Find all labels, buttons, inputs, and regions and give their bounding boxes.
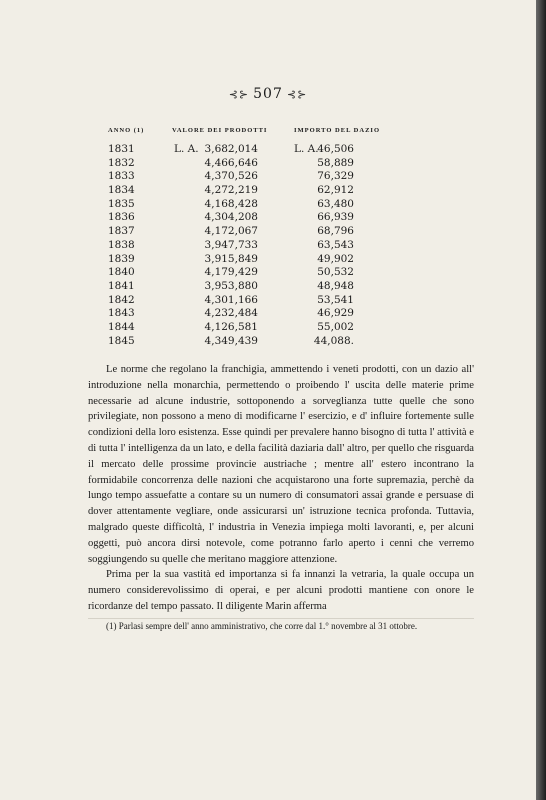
footnote-divider [88, 618, 474, 619]
table-row [0, 211, 536, 225]
table-row [0, 157, 536, 171]
year-cell: 1840 [108, 266, 135, 279]
products-value-cell: 4,126,581 [204, 320, 258, 333]
products-value-cell: 3,915,849 [204, 252, 258, 265]
duty-value-cell: 58,889 [317, 156, 354, 169]
table-row [0, 253, 536, 267]
products-value-cell: 4,172,067 [204, 225, 258, 238]
duty-value-cell: 63,543 [317, 238, 354, 251]
body-text [88, 362, 474, 615]
products-value-cell: 4,466,646 [204, 156, 258, 169]
table-row [0, 280, 536, 294]
table-row [0, 198, 536, 212]
duty-value-cell: 76,329 [317, 170, 354, 183]
table-row [0, 143, 536, 157]
right-ornament-icon: ⊰⊱ [286, 88, 308, 101]
duty-value-cell: 44,088. [313, 334, 354, 347]
table-row [0, 184, 536, 198]
duty-value-cell: 63,480 [317, 197, 354, 210]
year-cell: 1844 [108, 320, 135, 333]
duty-value-cell: 53,541 [317, 293, 354, 306]
table-row [0, 225, 536, 239]
duty-value-cell: 62,912 [317, 184, 354, 197]
year-cell: 1845 [108, 334, 135, 347]
duty-value-cell: 49,902 [317, 252, 354, 265]
products-value-cell: 4,179,429 [204, 266, 258, 279]
year-cell: 1835 [108, 197, 135, 210]
paragraph-2: Prima per la sua vastità ed importanza si fa innanzi la vetraria, la quale occupa un numero considerevolissimo di operai, e per alcuni prodotti mantiene con onore le ricordanze del tempo passato. Il diligente Marin afferma [88, 569, 474, 612]
page-number: 507 [253, 86, 283, 102]
products-value-cell: 3,953,880 [204, 279, 258, 292]
duty-value-cell: 68,796 [317, 225, 354, 238]
currency-label: L. A. [174, 143, 199, 155]
table-row [0, 170, 536, 184]
statistics-table [0, 143, 536, 348]
duty-value-cell: 46,929 [317, 307, 354, 320]
year-cell: 1833 [108, 170, 135, 183]
year-cell: 1843 [108, 307, 135, 320]
year-cell: 1838 [108, 238, 135, 251]
header-products: VALORE DEI PRODOTTI [172, 127, 268, 134]
header-duty: IMPORTO DEL DAZIO [294, 127, 380, 134]
year-cell: 1837 [108, 225, 135, 238]
duty-value-cell: 46,506 [317, 143, 354, 155]
year-cell: 1832 [108, 156, 135, 169]
products-value-cell: 3,682,014 [204, 143, 258, 155]
products-value-cell: 4,349,439 [204, 334, 258, 347]
year-cell: 1841 [108, 279, 135, 292]
year-cell: 1836 [108, 211, 135, 224]
year-cell: 1831 [108, 143, 135, 155]
left-ornament-icon: ⊰⊱ [228, 88, 250, 101]
duty-value-cell: 66,939 [317, 211, 354, 224]
year-cell: 1834 [108, 184, 135, 197]
duty-value-cell: 48,948 [317, 279, 354, 292]
products-value-cell: 4,272,219 [204, 184, 258, 197]
products-value-cell: 4,168,428 [204, 197, 258, 210]
footnote: (1) Parlasi sempre dell' anno amministrativo, che corre dal 1.° novembre al 31 ottobre. [106, 621, 418, 631]
table-row [0, 335, 536, 349]
page-number-line [0, 86, 536, 102]
currency-label: L. A. [294, 143, 319, 155]
products-value-cell: 4,370,526 [204, 170, 258, 183]
duty-value-cell: 50,532 [317, 266, 354, 279]
table-row [0, 294, 536, 308]
page-edge-shadow [536, 0, 546, 800]
year-cell: 1839 [108, 252, 135, 265]
table-row [0, 266, 536, 280]
table-row [0, 321, 536, 335]
products-value-cell: 4,301,166 [204, 293, 258, 306]
paragraph-1: Le norme che regolano la franchigia, ammettendo i veneti prodotti, con un dazio all' introduzione nella monarchia, permettendo o proibendo l' uscita delle materie prime necessarie ad alcune industrie, sottoponendo a sorveglianza tutte quelle che sono privilegiate, non possono a meno di modificarne l' esercizio, e d' influire fortemente sulle condizioni della loro esistenza. Esse quindi per prevalere hanno bisogno di tutta l' attività e di tutta l' intelligenza da un lato, e della facilità daziaria dall' altro, per quello che risguarda il mercato delle prossime provincie austriache ; mentre all' estero incontrano la formidabile concorrenza delle nazioni che acquistarono una forte supremazia, perchè da lungo tempo assuefatte a contare su un numero di consumatori assai grande e persuase di dover attentamente vegliare, onde assicurarsi un' istruzione tecnica profonda. Tuttavia, malgrado queste difficoltà, l' industria in Venezia impiega molti lavoranti, e, per alcuni oggetti, può ancora dirsi notevole, come potranno farlo aperto i cenni che verremo soggiungendo su quelle che meritano maggiore attenzione. [88, 364, 474, 565]
products-value-cell: 4,304,208 [204, 211, 258, 224]
table-row [0, 239, 536, 253]
products-value-cell: 3,947,733 [204, 238, 258, 251]
header-year: ANNO (1) [108, 127, 145, 134]
duty-value-cell: 55,002 [317, 320, 354, 333]
year-cell: 1842 [108, 293, 135, 306]
products-value-cell: 4,232,484 [204, 307, 258, 320]
table-row [0, 307, 536, 321]
